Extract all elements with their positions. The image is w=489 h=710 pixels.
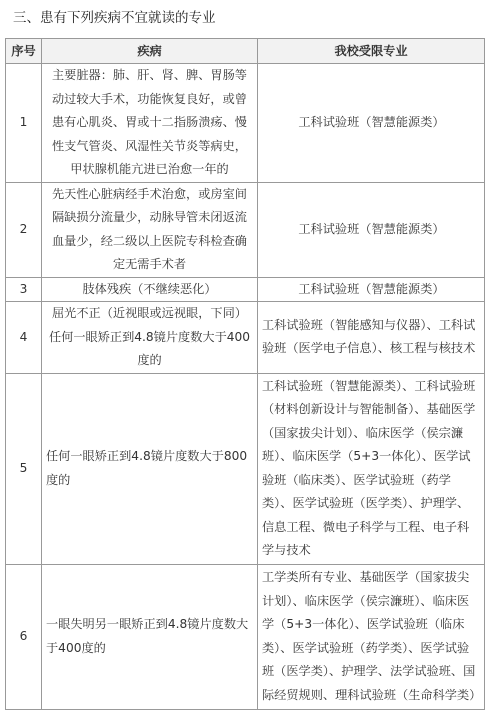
header-disease: 疾病	[42, 39, 258, 64]
row-index: 5	[6, 373, 42, 564]
row-disease: 任何一眼矫正到4.8镜片度数大于800度的	[42, 373, 258, 564]
row-index: 1	[6, 64, 42, 183]
row-majors: 工学类所有专业、基础医学（国家拔尖计划）、临床医学（侯宗濂班）、临床医学（5+3一体化）、医学试验班（临床类）、医学试验班（药学类）、医学试验班（医学类）、护理学、法学试验班、国际经贸规则、理科试验班（生命科学类）	[258, 564, 485, 709]
table-row	[6, 64, 485, 183]
row-disease: 肢体残疾（不继续恶化）	[42, 277, 258, 302]
row-disease: 主要脏器：肺、肝、肾、脾、胃肠等动过较大手术，功能恢复良好，或曾患有心肌炎、胃或十二指肠溃疡、慢性支气管炎、风湿性关节炎等病史，甲状腺机能亢进已治愈一年的	[42, 64, 258, 183]
table-row	[6, 277, 485, 302]
row-majors: 工科试验班（智能感知与仪器）、工科试验班（医学电子信息）、核工程与核技术	[258, 302, 485, 374]
restricted-majors-table	[5, 38, 485, 710]
row-majors: 工科试验班（智慧能源类）	[258, 277, 485, 302]
table-row	[6, 302, 485, 374]
header-index: 序号	[6, 39, 42, 64]
row-index: 2	[6, 182, 42, 277]
table-row	[6, 373, 485, 564]
row-majors: 工科试验班（智慧能源类）	[258, 182, 485, 277]
row-index: 6	[6, 564, 42, 709]
section-heading: 三、患有下列疾病不宜就读的专业	[13, 10, 216, 26]
row-disease: 先天性心脏病经手术治愈，或房室间隔缺损分流量少，动脉导管未闭返流血量少，经二级以上医院专科检查确定无需手术者	[42, 182, 258, 277]
table-header-row	[6, 39, 485, 64]
table-row	[6, 564, 485, 709]
table-row	[6, 182, 485, 277]
row-index: 3	[6, 277, 42, 302]
row-disease: 一眼失明另一眼矫正到4.8镜片度数大于400度的	[42, 564, 258, 709]
row-majors: 工科试验班（智慧能源类）、工科试验班（材料创新设计与智能制备）、基础医学（国家拔尖计划）、临床医学（侯宗濂班）、临床医学（5+3一体化）、医学试验班（临床类）、医学试验班（药学类）、医学试验班（医学类）、护理学、信息工程、微电子科学与工程、电子科学与技术	[258, 373, 485, 564]
row-index: 4	[6, 302, 42, 374]
row-majors: 工科试验班（智慧能源类）	[258, 64, 485, 183]
row-disease: 屈光不正（近视眼或远视眼，下同）任何一眼矫正到4.8镜片度数大于400度的	[42, 302, 258, 374]
header-majors: 我校受限专业	[258, 39, 485, 64]
